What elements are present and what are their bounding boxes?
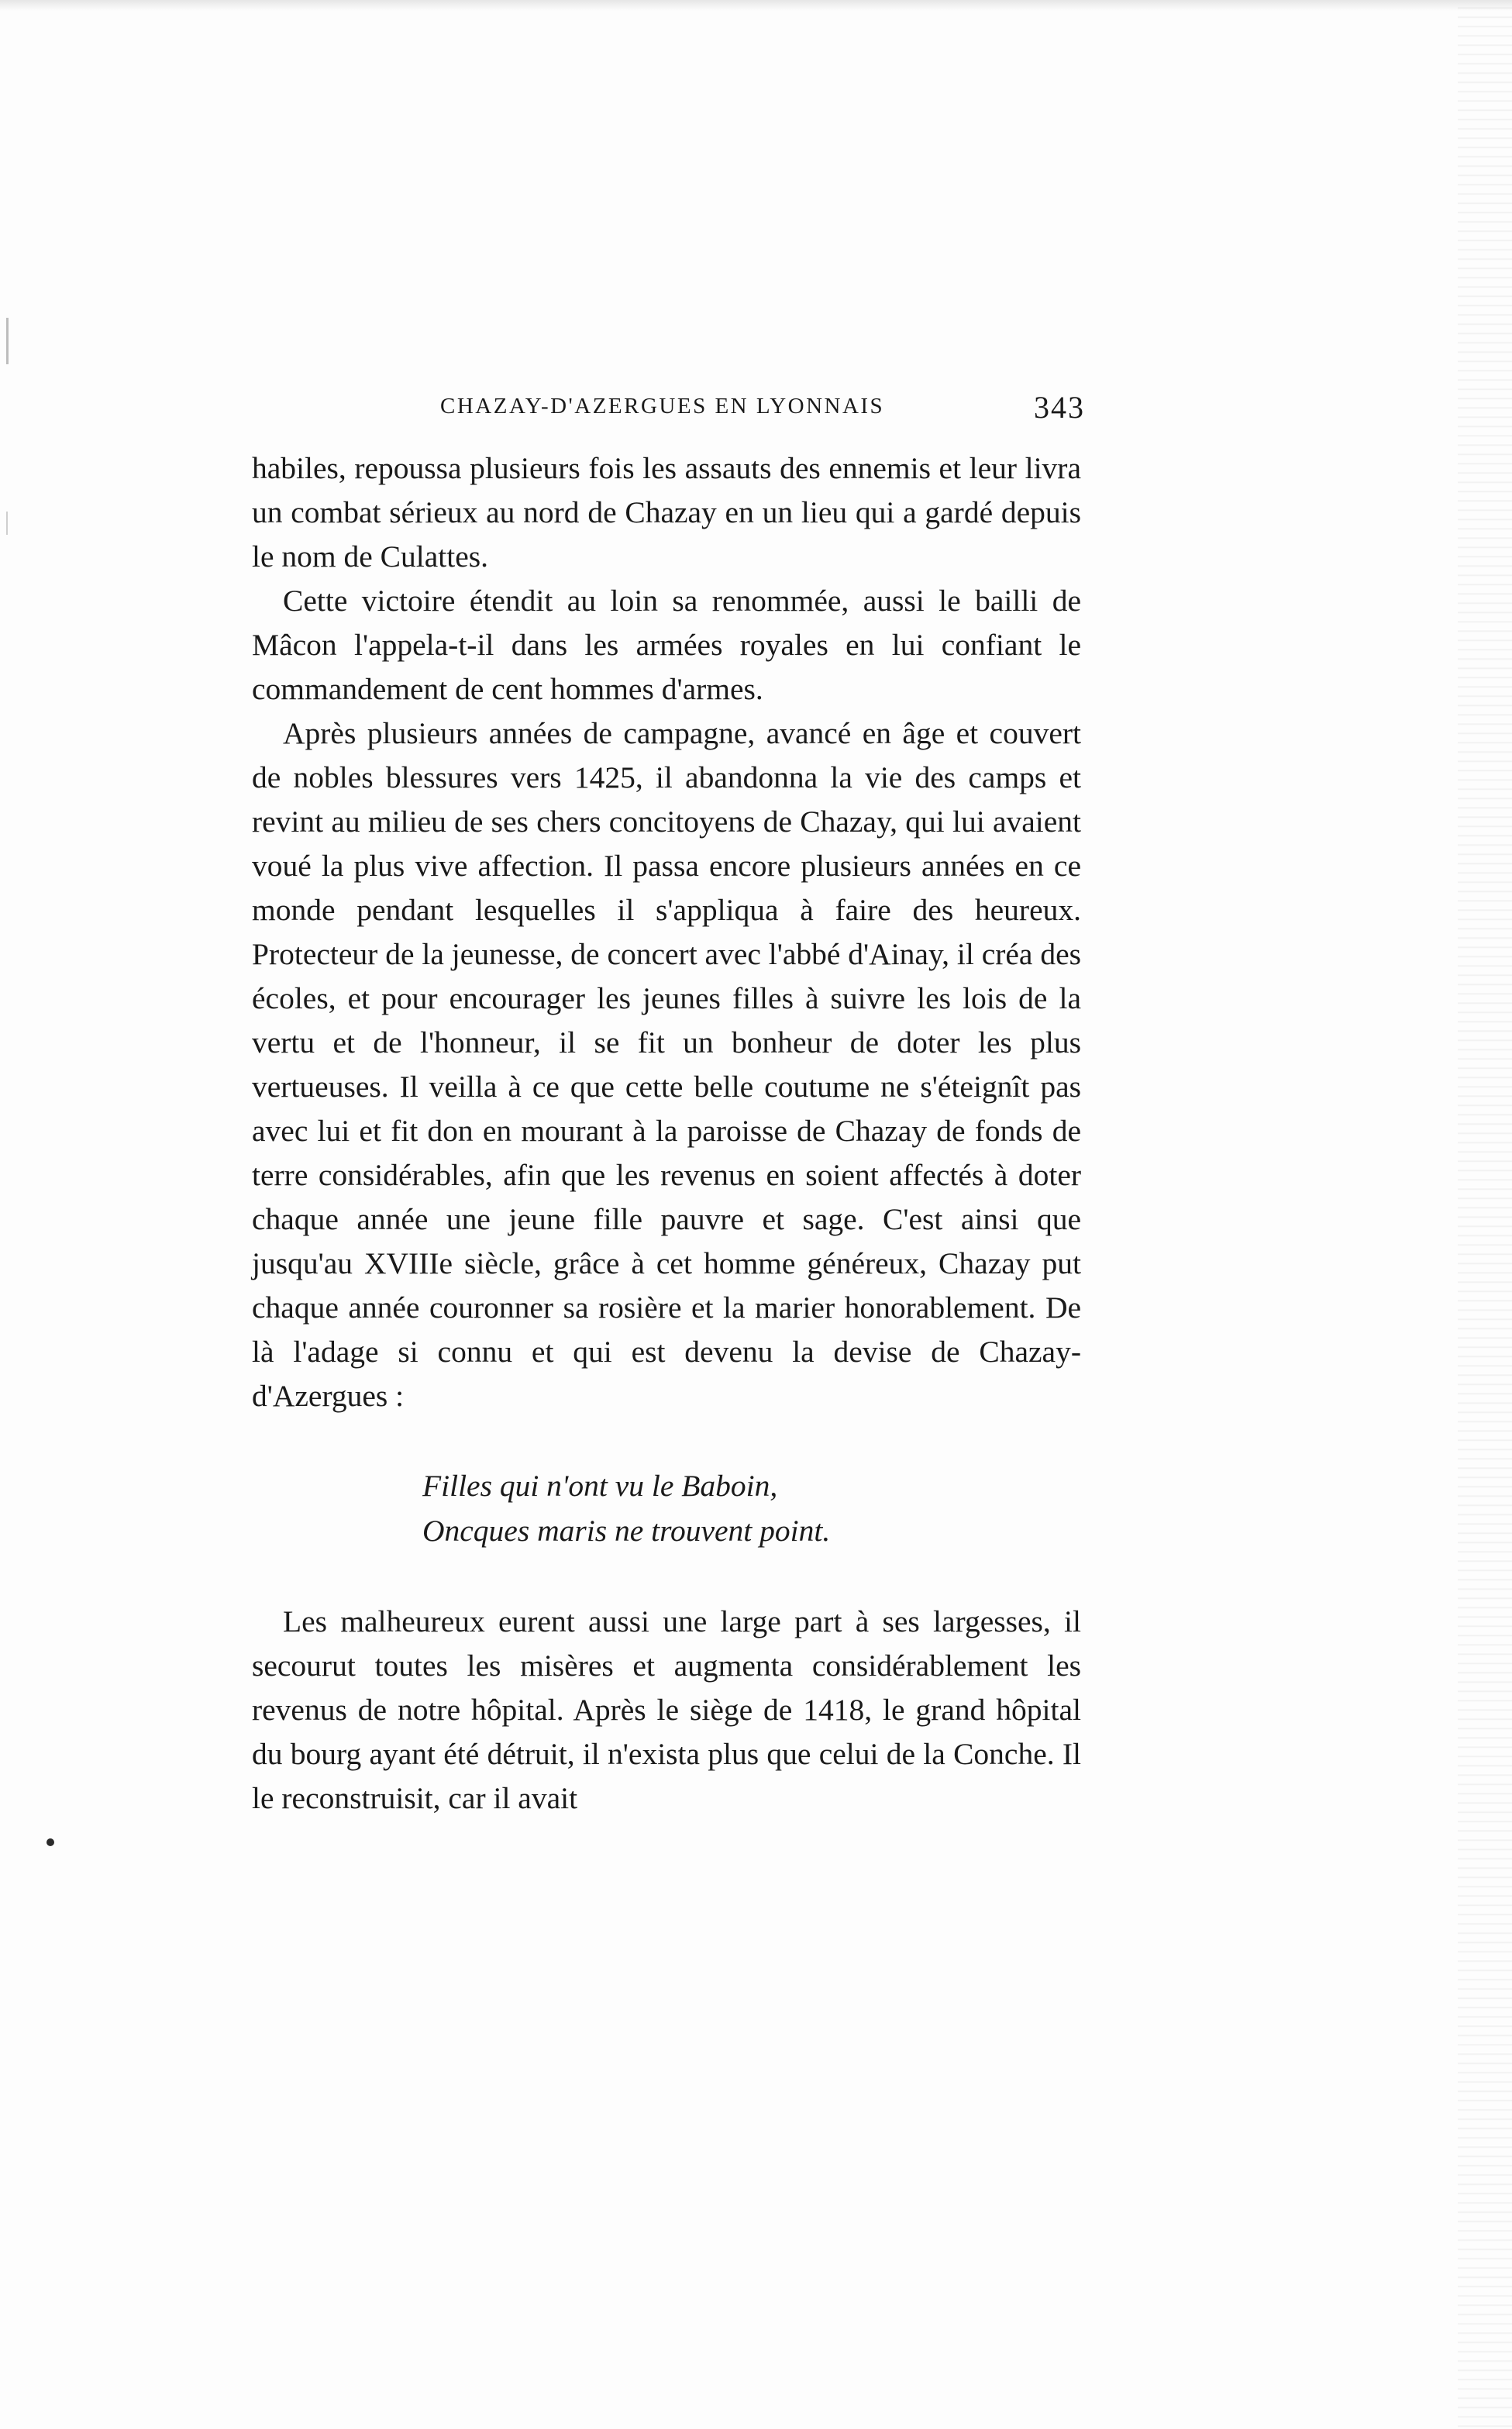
body-text — [252, 446, 1081, 1821]
paragraph: Les malheureux eurent aussi une large part à ses largesses, il secourut toutes les misères et augmenta considérablement les revenus de notre hôpital. Après le siège de 1418, le grand hôpital du bourg ayant été détruit, il n'exista plus que celui de la Conche. Il le reconstruisit, car il avait — [252, 1604, 1081, 1815]
scan-right-edge — [1458, 0, 1512, 2429]
scan-top-edge — [0, 0, 1512, 11]
ink-speck — [46, 1838, 54, 1846]
page-number: 343 — [1034, 390, 1085, 425]
verse-line: Oncques maris ne trouvent point. — [422, 1514, 831, 1548]
verse — [422, 1463, 1081, 1553]
scan-left-mark — [6, 512, 8, 535]
paragraph: habiles, repoussa plusieurs fois les assauts des ennemis et leur livra un combat sérieux au nord de Chazay en un lieu qui a gardé depuis le nom de Culattes. — [252, 451, 1081, 574]
running-head — [256, 390, 1085, 440]
running-title: CHAZAY-D'AZERGUES EN LYONNAIS — [440, 394, 885, 419]
paragraph: Après plusieurs années de campagne, avancé en âge et couvert de nobles blessures vers 1425, il abandonna la vie des camps et revint au milieu de ses chers concitoyens de Chazay, qui lui avaient voué la plus vive affection. Il passa encore plusieurs années en ce monde pendant lesquelles il s'appliqua à faire des heureux. Protecteur de la jeunesse, de concert avec l'abbé d'Ainay, il créa des écoles, et pour encourager les jeunes filles à suivre les lois de la vertu et de l'honneur, il se fit un bonheur de doter les plus vertueuses. Il veilla à ce que cette belle coutume ne s'éteignît pas avec lui et fit don en mourant à la paroisse de Chazay de fonds de terre considérables, afin que les revenus en soient affectés à doter chaque année une jeune fille pauvre et sage. C'est ainsi que jusqu'au XVIIIe siècle, grâce à cet homme généreux, Chazay put chaque année couronner sa rosière et la marier honorablement. De là l'adage si connu et qui est devenu la devise de Chazay-d'Azergues : — [252, 716, 1081, 1413]
paragraph: Cette victoire étendit au loin sa renommée, aussi le bailli de Mâcon l'appela-t-il dans les armées royales en lui confiant le commandement de cent hommes d'armes. — [252, 584, 1081, 706]
verse-line: Filles qui n'ont vu le Baboin, — [422, 1469, 778, 1503]
scan-left-mark — [6, 318, 9, 364]
